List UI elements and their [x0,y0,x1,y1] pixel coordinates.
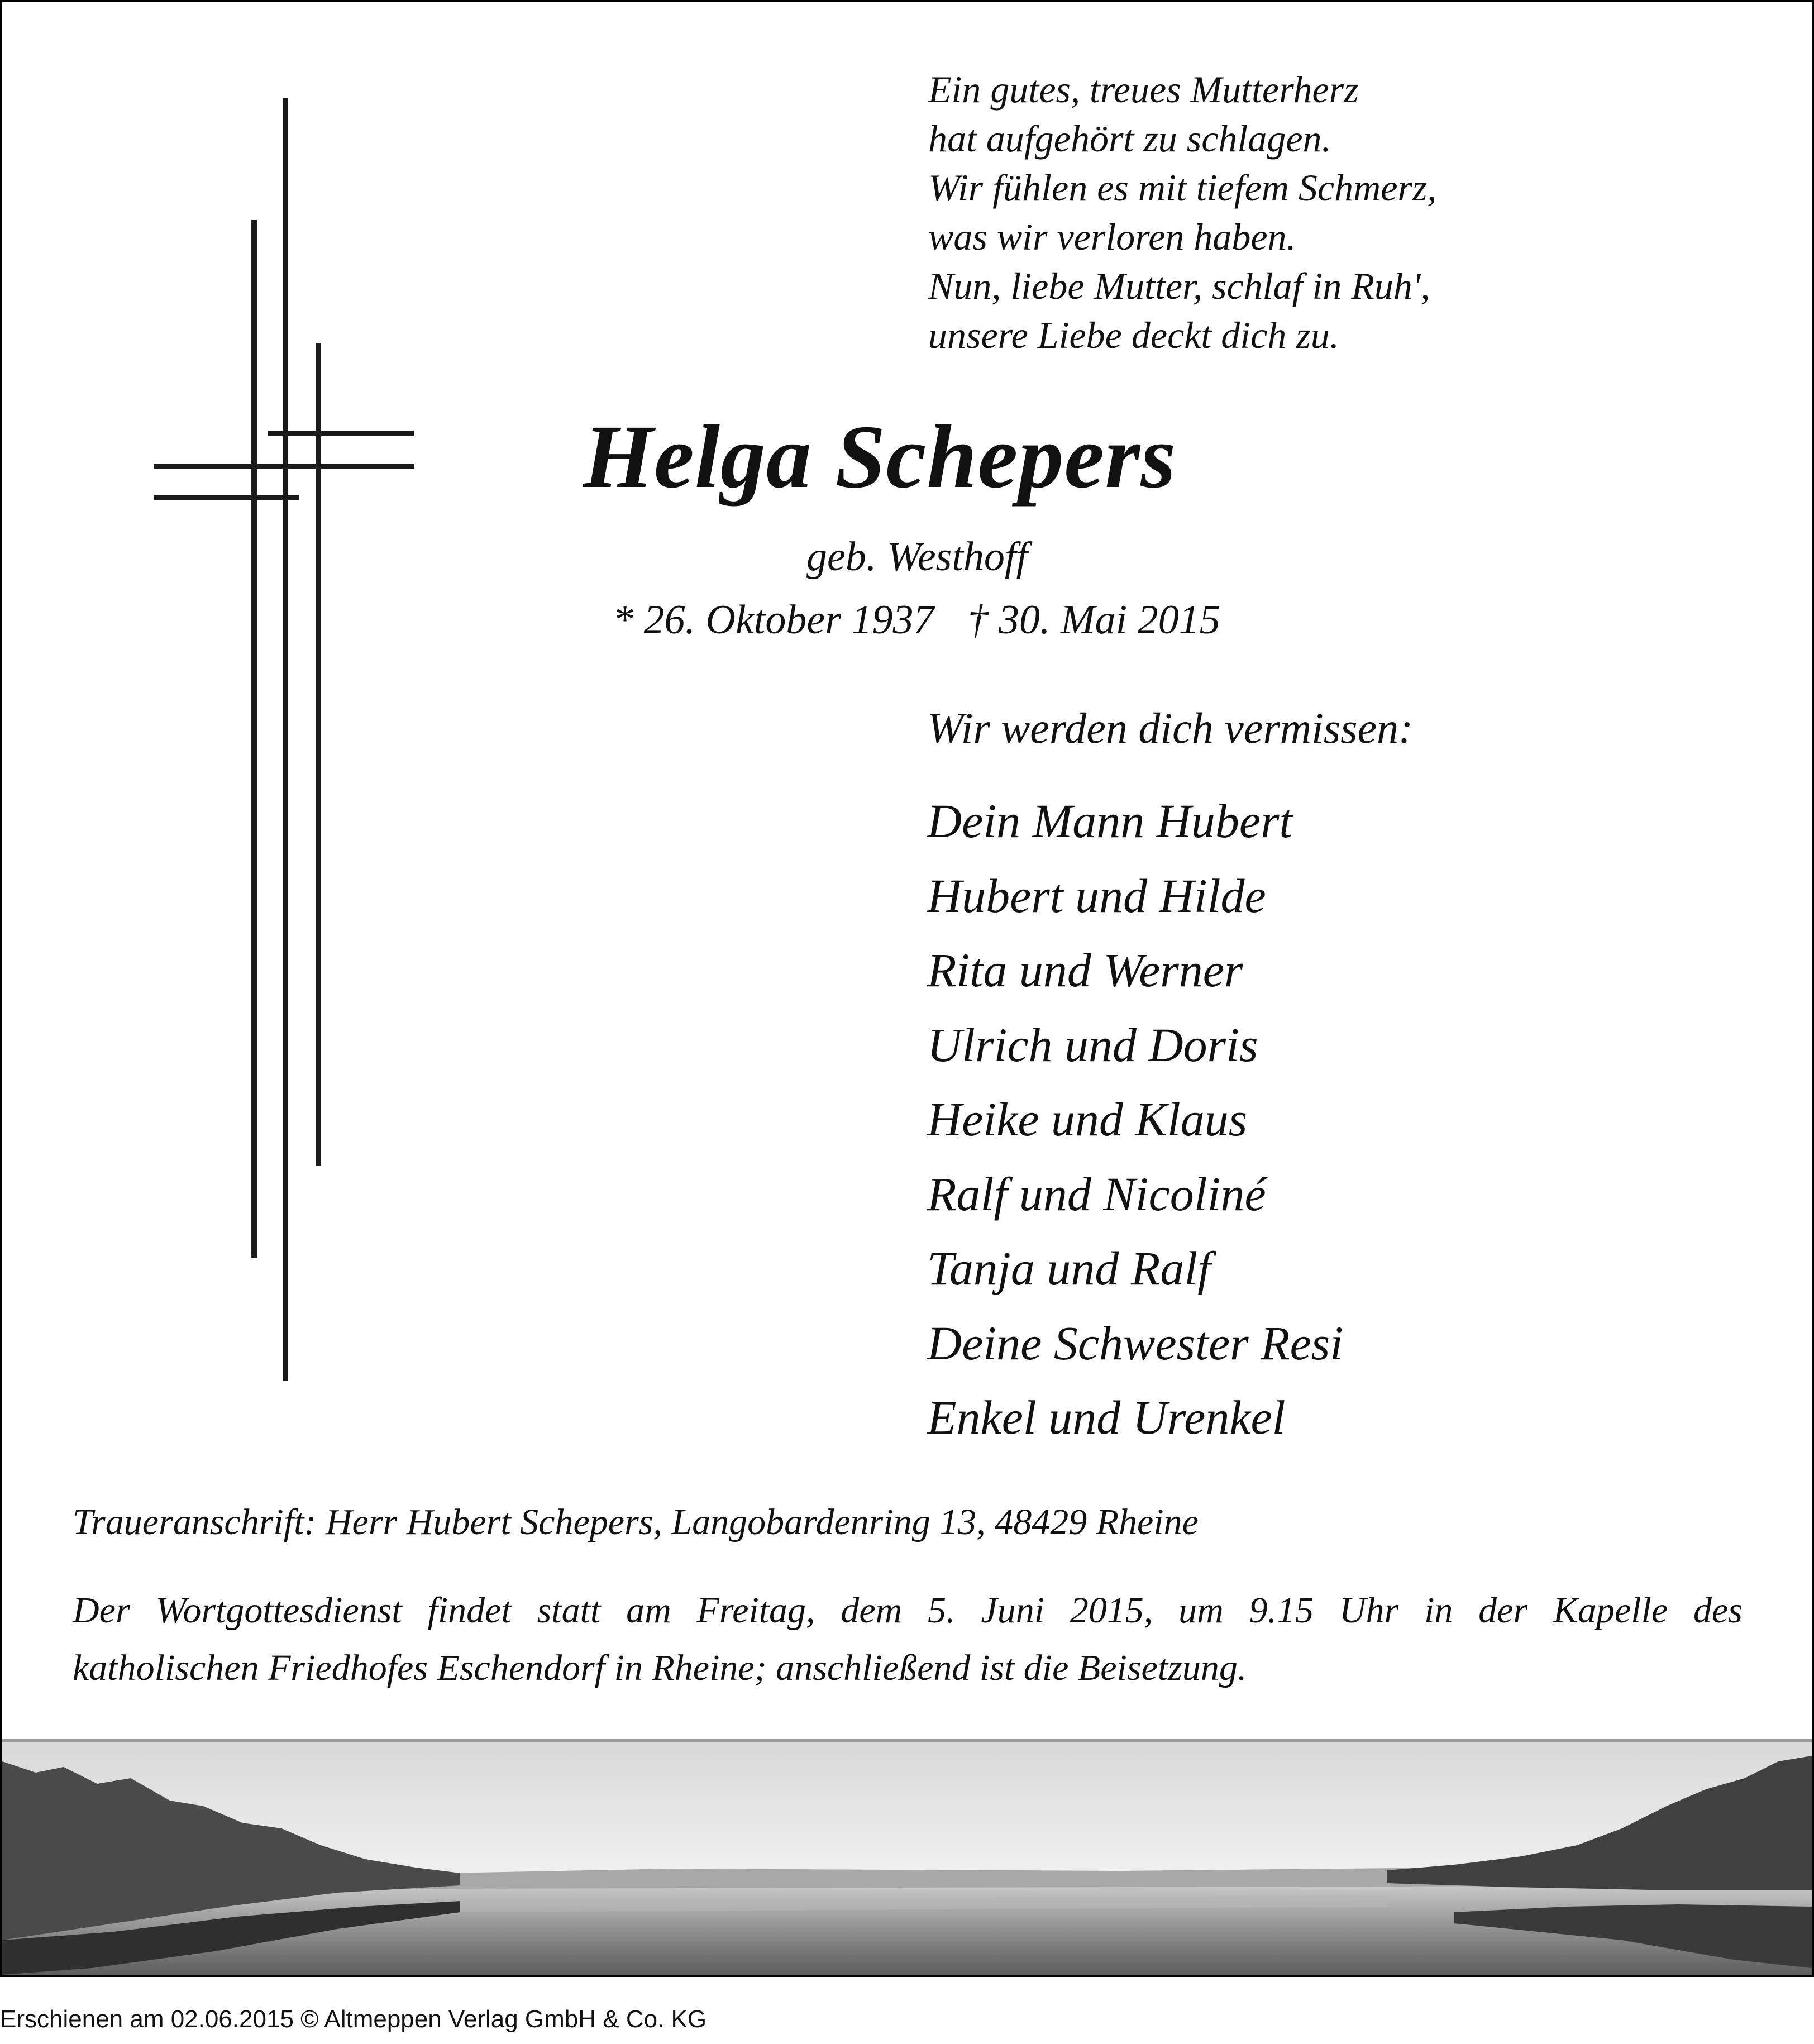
death-date: † 30. Mai 2015 [967,597,1220,643]
poem-line: Wir fühlen es mit tiefem Schmerz, [928,166,1437,209]
cross-graphic [2,2,505,1454]
poem-line: was wir verloren haben. [928,216,1296,258]
poem-line: Nun, liebe Mutter, schlaf in Ruh', [928,265,1430,307]
service-info [73,1582,1743,1697]
memorial-poem [928,65,1436,360]
publication-footer: Erschienen am 02.06.2015 © Altmeppen Verlag GmbH & Co. KG [0,2005,707,2033]
mourner-entry: Enkel und Urenkel [927,1391,1286,1444]
service-line: katholischen Friedhofes Eschendorf in Rheine; anschließend ist die Beisetzung. [73,1647,1247,1688]
mourner-entry: Tanja und Ralf [927,1241,1211,1295]
mourner-entry: Deine Schwester Resi [927,1316,1344,1370]
mourners-heading: Wir werden dich vermissen: [927,704,1414,752]
mourner-entry: Heike und Klaus [927,1092,1248,1146]
poem-line: Ein gutes, treues Mutterherz [928,68,1359,111]
birth-name: geb. Westhoff [806,534,1028,580]
mourners-list [927,784,1343,1455]
service-line: Der Wortgottesdienst findet statt am Freitag, dem 5. Juni 2015, um 9.15 Uhr in der Kapelle des [73,1590,1743,1631]
cross-vertical-center [283,98,288,1381]
cross-horizontal-middle [154,464,414,469]
mourner-entry: Ulrich und Doris [927,1018,1258,1072]
cross-horizontal-top [268,431,414,436]
deceased-name: Helga Schepers [583,407,1177,507]
mourner-entry: Ralf und Nicoliné [927,1167,1266,1221]
mourner-entry: Hubert und Hilde [927,868,1266,923]
mourner-entry: Rita und Werner [927,943,1243,997]
mourning-address: Traueranschrift: Herr Hubert Schepers, Langobardenring 13, 48429 Rheine [73,1502,1199,1542]
poem-line: unsere Liebe deckt dich zu. [928,314,1339,356]
cross-vertical-left [251,220,257,1258]
birth-date: * 26. Oktober 1937 [613,597,934,643]
cross-horizontal-bottom [154,495,299,500]
mourner-entry: Dein Mann Hubert [927,794,1293,848]
poem-line: hat aufgehört zu schlagen. [928,117,1331,160]
landscape-image [2,1739,1812,1975]
life-dates [613,594,1220,646]
